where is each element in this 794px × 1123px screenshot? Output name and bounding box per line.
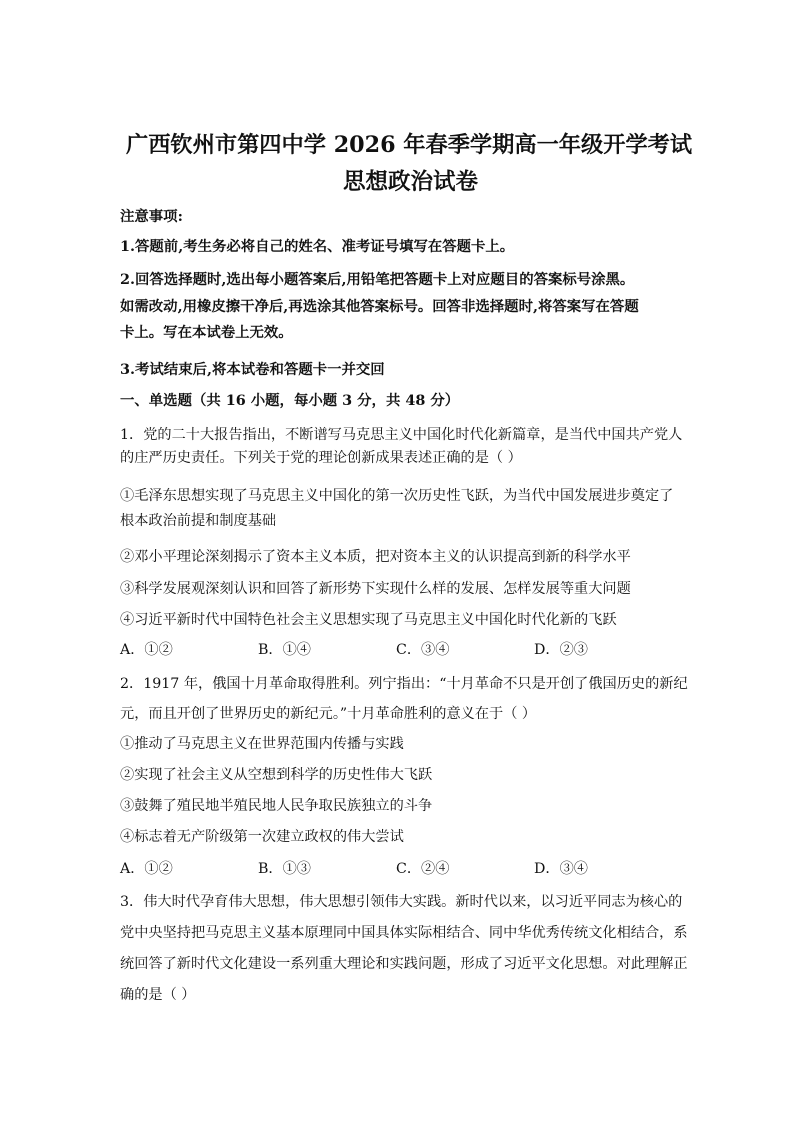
- notice-item-2-line3: 卡上。写在本试卷上无效。: [120, 324, 293, 341]
- q2-statement-3: ③鼓舞了殖民地半殖民地人民争取民族独立的斗争: [120, 798, 433, 814]
- q1-statement-1-line2: 根本政治前提和制度基础: [120, 513, 277, 529]
- q1-statement-2: ②邓小平理论深刻揭示了资本主义本质，把对资本主义的认识提高到新的科学水平: [120, 549, 631, 565]
- q2-statement-4: ④标志着无产阶级第一次建立政权的伟大尝试: [120, 829, 404, 845]
- q1-statement-3: ③科学发展观深刻认识和回答了新形势下实现什么样的发展、怎样发展等重大问题: [120, 581, 631, 597]
- q2-statement-2: ②实现了社会主义从空想到科学的历史性伟大飞跃: [120, 767, 433, 783]
- section-heading: 一、单选题（共 16 小题，每小题 3 分，共 48 分）: [120, 392, 460, 409]
- q3-stem-line2: 党中央坚持把马克思主义基本原理同中国具体实际相结合、同中华优秀传统文化相结合，系: [120, 925, 688, 941]
- q1-option-c: C．③④: [396, 642, 450, 658]
- notice-item-2-line2: 如需改动,用橡皮擦干净后,再选涂其他答案标号。回答非选择题时,将答案写在答题: [120, 298, 639, 315]
- q1-stem-line1: 1．党的二十大报告指出，不断谱写马克思主义中国化时代化新篇章，是当代中国共产党人: [120, 427, 683, 443]
- q1-statement-4: ④习近平新时代中国特色社会主义思想实现了马克思主义中国化时代化新的飞跃: [120, 612, 617, 628]
- q2-option-b: B．①③: [258, 861, 311, 877]
- notice-item-3: 3.考试结束后,将本试卷和答题卡一并交回: [120, 361, 385, 378]
- q1-stem-line2: 的庄严历史责任。下列关于党的理论创新成果表述正确的是（ ）: [120, 450, 522, 466]
- exam-title-line2: 思想政治试卷: [343, 169, 479, 195]
- q2-option-a: A．①②: [120, 861, 173, 877]
- q3-stem-line4: 确的是（ ）: [120, 987, 196, 1003]
- q2-option-d: D．③④: [534, 861, 588, 877]
- q2-statement-1: ①推动了马克思主义在世界范围内传播与实践: [120, 736, 404, 752]
- q3-stem-line3: 统回答了新时代文化建设一系列重大理论和实践问题，形成了习近平文化思想。对此理解正: [120, 956, 688, 972]
- notice-item-1: 1.答题前,考生务必将自己的姓名、准考证号填写在答题卡上。: [120, 238, 515, 255]
- notice-heading: 注意事项:: [120, 208, 183, 225]
- exam-title-line1: 广西钦州市第四中学 2026 年春季学期高一年级开学考试: [126, 132, 693, 158]
- q2-stem-line1: 2．1917 年，俄国十月革命取得胜利。列宁指出：“十月革命不只是开创了俄国历史的新纪: [120, 676, 688, 692]
- q1-option-a: A．①②: [120, 642, 173, 658]
- q2-stem-line2: 元，而且开创了世界历史的新纪元。”十月革命胜利的意义在于（ ）: [120, 706, 537, 722]
- q1-statement-1-line1: ①毛泽东思想实现了马克思主义中国化的第一次历史性飞跃，为当代中国发展进步奠定了: [120, 488, 674, 504]
- q1-option-b: B．①④: [258, 642, 311, 658]
- q3-stem-line1: 3．伟大时代孕育伟大思想，伟大思想引领伟大实践。新时代以来，以习近平同志为核心的: [120, 894, 683, 910]
- q2-option-c: C．②④: [396, 861, 450, 877]
- q1-option-d: D．②③: [534, 642, 588, 658]
- notice-item-2-line1: 2.回答选择题时,选出每小题答案后,用铅笔把答题卡上对应题目的答案标号涂黑。: [120, 271, 635, 288]
